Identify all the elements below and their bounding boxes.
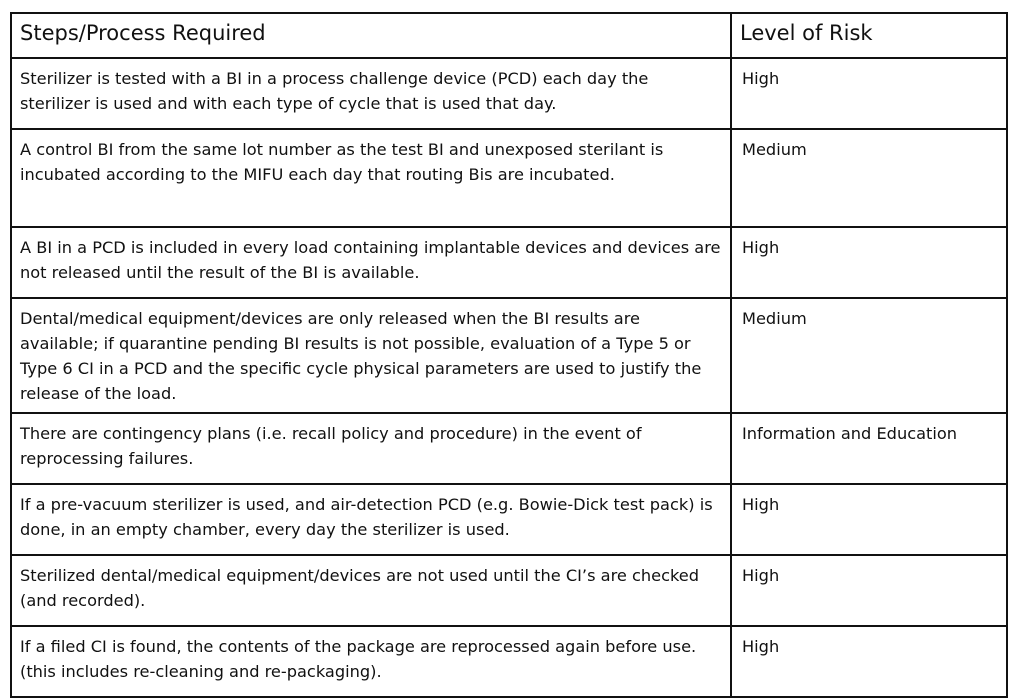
table-row [11,413,1007,484]
risk-table-container [10,12,1006,698]
step-cell: A control BI from the same lot number as the test BI and unexposed sterilant is incubated according to the MIFU each day that routing Bis are incubated. [11,129,731,227]
step-cell: There are contingency plans (i.e. recall policy and procedure) in the event of reprocessing failures. [11,413,731,484]
table-row [11,298,1007,413]
table-row [11,555,1007,626]
step-cell: Sterilizer is tested with a BI in a process challenge device (PCD) each day the sterilizer is used and with each type of cycle that is used that day. [11,58,731,129]
table-row [11,484,1007,555]
table-row [11,626,1007,697]
header-level-of-risk: Level of Risk [731,13,1007,58]
risk-level-cell: High [731,626,1007,697]
step-cell: Dental/medical equipment/devices are only released when the BI results are available; if quarantine pending BI results is not possible, evaluation of a Type 5 or Type 6 CI in a PCD and the specific cycle physical parameters are used to justify the release of the load. [11,298,731,413]
risk-assessment-table [10,12,1008,698]
step-cell: If a filed CI is found, the contents of the package are reprocessed again before use. (this includes re-cleaning and re-packaging). [11,626,731,697]
risk-level-cell: Information and Education [731,413,1007,484]
table-row [11,227,1007,298]
step-cell: A BI in a PCD is included in every load containing implantable devices and devices are not released until the result of the BI is available. [11,227,731,298]
table-row [11,58,1007,129]
risk-level-cell: High [731,227,1007,298]
risk-level-cell: Medium [731,129,1007,227]
header-steps-process: Steps/Process Required [11,13,731,58]
step-cell: If a pre-vacuum sterilizer is used, and air-detection PCD (e.g. Bowie-Dick test pack) is done, in an empty chamber, every day the sterilizer is used. [11,484,731,555]
table-header-row [11,13,1007,58]
risk-level-cell: Medium [731,298,1007,413]
risk-level-cell: High [731,484,1007,555]
step-cell: Sterilized dental/medical equipment/devices are not used until the CI’s are checked (and recorded). [11,555,731,626]
table-row [11,129,1007,227]
risk-level-cell: High [731,58,1007,129]
risk-level-cell: High [731,555,1007,626]
